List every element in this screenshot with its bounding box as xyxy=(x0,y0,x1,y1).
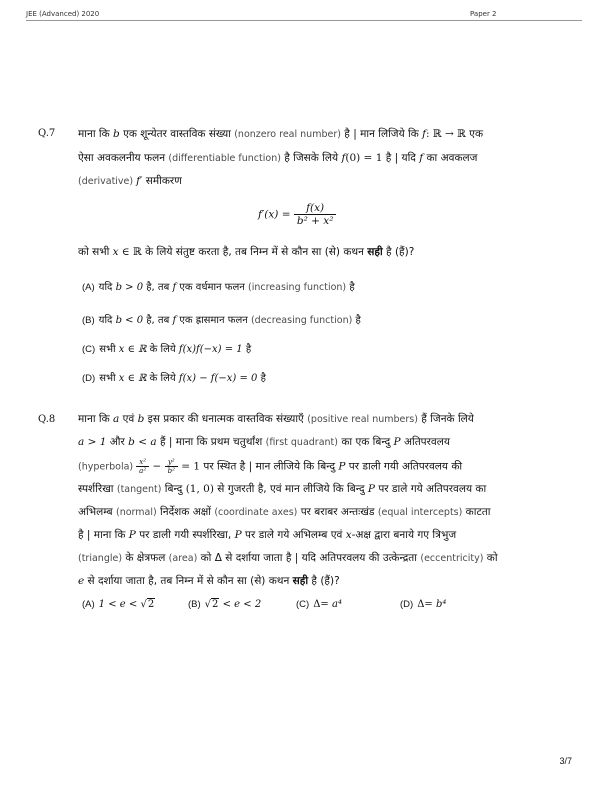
q7-equation: f′(x) = $\frac{f(x)}{\text{b² + x²}}$ xyxy=(258,202,336,227)
q7-option-d[interactable]: (D) सभी x ∈ ℝ के लिये f(x) − f(−x) = 0 है xyxy=(82,373,266,384)
q7-line-3: (derivative) f′ समीकरण xyxy=(78,175,182,187)
q8-line-5: अभिलम्ब (normal) निर्देशक अक्षों (coordinate axes) पर बराबर अन्तःखंड (equal intercepts) काटता xyxy=(78,506,491,518)
q8-number: Q.8 xyxy=(38,414,56,425)
q7-line-4: को सभी x ∈ ℝ के लिये संतुष्ट करता है, तब निम्न में से कौन सा (से) कथन सही है (हैं)? xyxy=(78,246,415,258)
q7-number: Q.7 xyxy=(38,128,56,139)
q8-line-4: स्पर्शरिखा (tangent) बिन्दु (1, 0) से गुजरती है, एवं मान लीजिये कि बिन्दु P पर डाले गये अतिपरवलय का xyxy=(78,483,487,495)
q7-option-c[interactable]: (C) सभी x ∈ ℝ के लिये f(x)f(−x) = 1 है xyxy=(82,344,252,355)
q8-line-3: (hyperbola) $\frac{\text{x²}}{\text{a²}}$ − $\frac{\text{y²}}{\text{b²}}$ = 1 पर स्थित है | मान लीजिये कि बिन्दु P पर डाली गयी अतिपरवलय की xyxy=(78,458,463,475)
q7-line-1: माना कि b एक शून्येतर वास्तविक संख्या (nonzero real number) है | मान लिजिये कि f: ℝ → ℝ एक xyxy=(78,128,484,140)
q8-option-a[interactable]: (A) 1 < e < √2 xyxy=(82,599,155,610)
q8-option-c[interactable]: (C) Δ= a⁴ xyxy=(296,599,342,610)
q8-option-d[interactable]: (D) Δ= b⁴ xyxy=(400,599,447,610)
q7-line-2: ऐसा अवकलनीय फलन (differentiable function) है जिसके लिये f(0) = 1 है | यदि f का अवकलज xyxy=(78,152,478,164)
q8-line-2: a > 1 और b < a हैं | माना कि प्रथम चतुर्थांश (first quadrant) का एक बिन्दु P अतिपरवलय xyxy=(78,436,450,448)
q8-line-6: है | माना कि P पर डाली गयी स्पर्शरिखा, P पर डाले गये अभिलम्ब एवं x-अक्ष द्वारा बनाये गए त्रिभुज xyxy=(78,529,457,541)
q8-line-1: माना कि a एवं b इस प्रकार की धनात्मक वास्तविक संख्याएँ (positive real numbers) हैं जिनके लिये xyxy=(78,413,474,425)
header-divider xyxy=(26,20,582,21)
q8-option-b[interactable]: (B) √2 < e < 2 xyxy=(188,599,262,610)
q8-line-8: e से दर्शाया जाता है, तब निम्न में से कौन सा (से) कथन सही है (हैं)? xyxy=(78,575,340,587)
page-number: 3/7 xyxy=(559,756,572,766)
header-paper-label: Paper 2 xyxy=(470,10,497,18)
q7-equation-denominator: b² + x² xyxy=(296,215,334,227)
q7-option-b[interactable]: (B) यदि b < 0 है, तब f एक ह्रासमान फलन (decreasing function) है xyxy=(82,315,361,326)
q8-line-7: (triangle) के क्षेत्रफल (area) को Δ से दर्शाया जाता है | यदि अतिपरवलय की उत्केन्द्रता (eccentricity) को xyxy=(78,552,498,564)
q7-option-a[interactable]: (A) यदि b > 0 है, तब f एक वर्धमान फलन (increasing function) है xyxy=(82,282,355,293)
q7-equation-numerator: f(x) xyxy=(294,202,337,215)
header-exam-title: JEE (Advanced) 2020 xyxy=(26,10,100,18)
